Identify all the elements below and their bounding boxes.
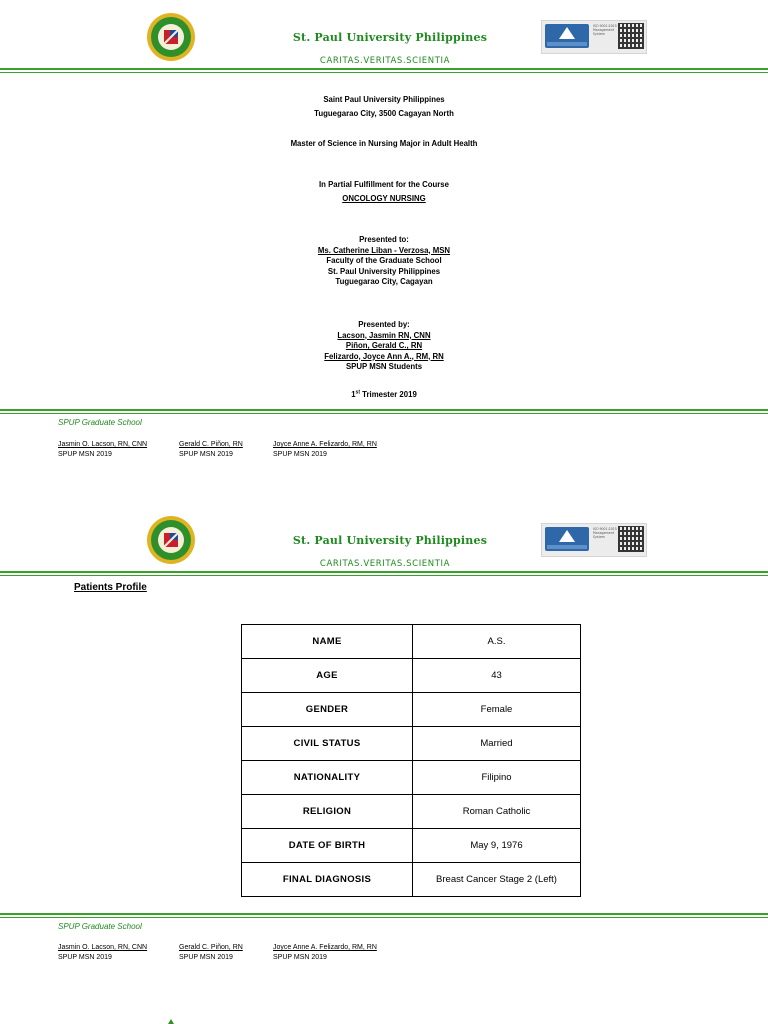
school-address: Tuguegarao City, 3500 Cagayan North <box>314 108 454 118</box>
faculty-city: Tuguegarao City, Cagayan <box>335 277 433 286</box>
instructor-name: Ms. Catherine Liban - Verzosa, MSN <box>317 245 451 255</box>
university-seal-icon <box>146 12 196 62</box>
faculty-school: St. Paul University Philippines <box>327 266 441 276</box>
field-value: Married <box>413 727 581 761</box>
field-label: RELIGION <box>242 795 413 829</box>
university-motto: CARITAS.VERITAS.SCIENTIA <box>319 56 451 66</box>
field-value: 43 <box>413 659 581 693</box>
table-row <box>242 829 581 863</box>
course-name: ONCOLOGY NURSING <box>342 193 426 203</box>
presented-by-block <box>200 320 568 373</box>
university-motto: CARITAS.VERITAS.SCIENTIA <box>319 559 451 569</box>
field-value: May 9, 1976 <box>413 829 581 863</box>
header-divider <box>0 571 768 576</box>
qr-code-icon <box>618 23 644 49</box>
field-value: Roman Catholic <box>413 795 581 829</box>
qr-code-icon <box>618 526 644 552</box>
faculty-line: Faculty of the Graduate School <box>326 256 442 265</box>
header-divider <box>0 68 768 73</box>
table-row <box>242 625 581 659</box>
certificate-text: ISO 9001:2015 Management System <box>593 527 617 539</box>
university-name: St. Paul University Philippines <box>292 534 488 547</box>
certificate-text: ISO 9001:2015 Management System <box>593 24 617 36</box>
field-label: DATE OF BIRTH <box>242 829 413 863</box>
footer-author: Jasmin O. Lacson, RN, CNN SPUP MSN 2019 <box>58 944 148 961</box>
footer-author: Jasmin O. Lacson, RN, CNN SPUP MSN 2019 <box>58 441 148 458</box>
field-label: AGE <box>242 659 413 693</box>
footer-author: Joyce Anne A. Felizardo, RM, RN SPUP MSN 2019 <box>273 944 377 961</box>
field-label: CIVIL STATUS <box>242 727 413 761</box>
footer-divider <box>0 913 768 918</box>
students-label: SPUP MSN Students <box>345 362 423 371</box>
school-name: Saint Paul University Philippines <box>323 95 445 104</box>
table-row <box>242 727 581 761</box>
university-seal-icon <box>146 1018 196 1024</box>
trimester-line: 1st Trimester 2019 <box>351 389 417 399</box>
field-value: A.S. <box>413 625 581 659</box>
field-label: NATIONALITY <box>242 761 413 795</box>
field-label: GENDER <box>242 693 413 727</box>
university-name: St. Paul University Philippines <box>292 31 488 44</box>
presenter-name: Lacson, Jasmin RN, CNN <box>337 330 431 340</box>
presenter-name: Piñon, Gerald C., RN <box>345 341 423 350</box>
table-row <box>242 693 581 727</box>
title-school-block <box>200 95 568 119</box>
iso-certificate-icon <box>541 20 647 54</box>
field-label: NAME <box>242 625 413 659</box>
presenter-name: Felizardo, Joyce Ann A., RM, RN <box>324 351 444 361</box>
table-row <box>242 795 581 829</box>
table-row <box>242 761 581 795</box>
field-value: Filipino <box>413 761 581 795</box>
presented-to-label: Presented to: <box>359 235 409 244</box>
footer-author: Gerald C. Piñon, RN SPUP MSN 2019 <box>179 441 243 458</box>
footer-school: SPUP Graduate School <box>58 922 142 931</box>
field-value: Female <box>413 693 581 727</box>
university-seal-icon <box>146 515 196 565</box>
table-row <box>242 659 581 693</box>
footer-school: SPUP Graduate School <box>58 418 142 427</box>
patient-profile-table <box>241 624 581 897</box>
table-row <box>242 863 581 897</box>
section-title: Patients Profile <box>74 582 147 593</box>
field-value: Breast Cancer Stage 2 (Left) <box>413 863 581 897</box>
fulfillment-text: In Partial Fulfillment for the Course <box>319 180 449 189</box>
footer-author: Gerald C. Piñon, RN SPUP MSN 2019 <box>179 944 243 961</box>
presented-by-label: Presented by: <box>358 320 410 329</box>
presented-to-block <box>200 235 568 288</box>
field-label: FINAL DIAGNOSIS <box>242 863 413 897</box>
course-block <box>200 180 568 204</box>
iso-certificate-icon <box>541 523 647 557</box>
program-name: Master of Science in Nursing Major in Adult Health <box>290 139 478 148</box>
footer-author: Joyce Anne A. Felizardo, RM, RN SPUP MSN 2019 <box>273 441 377 458</box>
footer-divider <box>0 409 768 414</box>
